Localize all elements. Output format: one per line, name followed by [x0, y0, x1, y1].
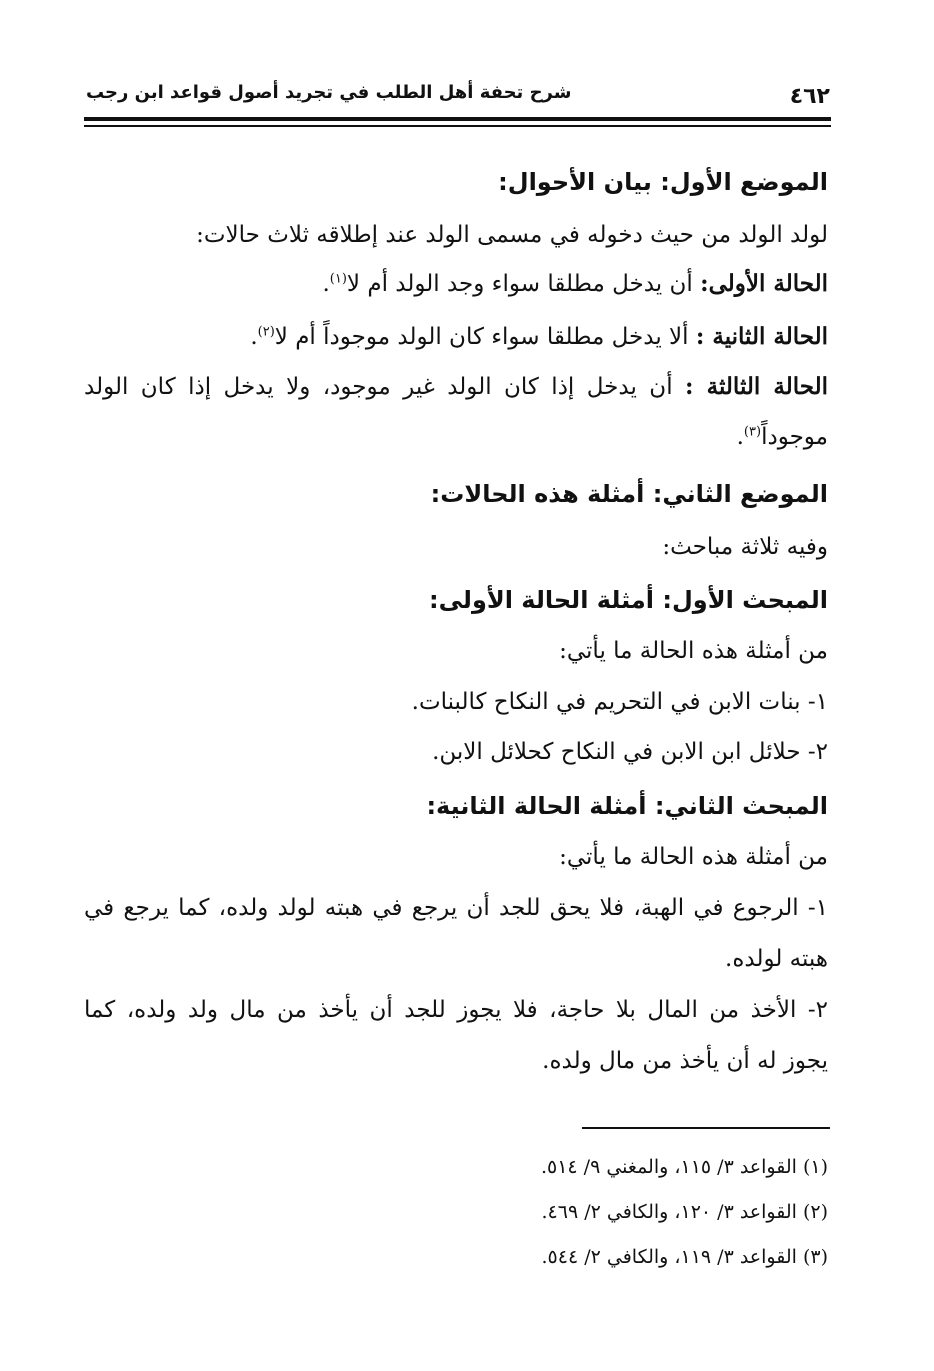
case-3-text: أن يدخل إذا كان الولد غير موجود، ولا يدخل إذا كان الولد — [84, 374, 686, 400]
example-2-2: ٢- الأخذ من المال بلا حاجة، فلا يجوز للجد أن يأخذ من مال ولد ولده، كما — [84, 997, 828, 1023]
heading-first-topic: الموضع الأول: بيان الأحوال: — [498, 168, 828, 196]
example-1-2: ٢- حلائل ابن الابن في النكاح كحلائل الابن. — [432, 739, 828, 765]
header-rule-thin — [84, 125, 831, 127]
case-3-label: الحالة الثالثة : — [685, 373, 828, 400]
case-1-line: الحالة الأولى: أن يدخل مطلقا سواء وجد الولد أم لا$^{(١)}$. — [322, 270, 828, 297]
footnote-3: (٣) القواعد ٣/ ١١٩، والكافي ٢/ ٥٤٤. — [541, 1246, 828, 1268]
heading-section-1: المبحث الأول: أمثلة الحالة الأولى: — [429, 586, 828, 614]
case-2-line: الحالة الثانية : ألا يدخل مطلقا سواء كان الولد موجوداً أم لا$^{(٢)}$. — [250, 323, 828, 350]
intro-paragraph: لولد الولد من حيث دخوله في مسمى الولد عند إطلاقه ثلاث حالات: — [196, 222, 828, 248]
header-rule-thick — [84, 117, 831, 121]
footnote-ref-3[interactable]: (٣) — [743, 424, 762, 440]
sections-intro: وفيه ثلاثة مباحث: — [662, 534, 828, 560]
case-3-end: موجوداً — [761, 424, 828, 450]
example-2-1: ١- الرجوع في الهبة، فلا يحق للجد أن يرجع في هبته لولد ولده، كما يرجع في — [84, 895, 828, 921]
case-1-text: أن يدخل مطلقا سواء وجد الولد أم لا — [346, 271, 701, 297]
example-1-1: ١- بنات الابن في التحريم في النكاح كالبنات. — [411, 689, 828, 715]
example-2-2-continuation: يجوز له أن يأخذ من مال ولده. — [542, 1048, 828, 1074]
footnote-ref-2[interactable]: (٢) — [257, 324, 275, 340]
running-header-title: شرح تحفة أهل الطلب في تجريد أصول قواعد ابن رجب — [86, 82, 572, 103]
heading-section-2: المبحث الثاني: أمثلة الحالة الثانية: — [426, 792, 828, 820]
footnote-1: (١) القواعد ٣/ ١١٥، والمغني ٩/ ٥١٤. — [540, 1156, 828, 1178]
page-number: ٤٦٢ — [789, 84, 830, 109]
case-3-continuation: موجوداً$^{(٣)}$. — [736, 424, 828, 450]
example-2-1-continuation: هبته لولده. — [725, 946, 828, 972]
case-1-label: الحالة الأولى: — [700, 270, 828, 297]
heading-second-topic: الموضع الثاني: أمثلة هذه الحالات: — [430, 480, 828, 508]
footnote-separator — [582, 1127, 830, 1129]
footnote-2: (٢) القواعد ٣/ ١٢٠، والكافي ٢/ ٤٦٩. — [541, 1201, 828, 1223]
footnote-ref-1[interactable]: (١) — [329, 271, 347, 287]
case-2-text: ألا يدخل مطلقا سواء كان الولد موجوداً أم لا — [274, 324, 696, 350]
case-3-line — [84, 373, 828, 400]
examples-intro-2: من أمثلة هذه الحالة ما يأتي: — [559, 844, 828, 870]
examples-intro-1: من أمثلة هذه الحالة ما يأتي: — [559, 638, 828, 664]
case-2-label: الحالة الثانية : — [695, 323, 828, 350]
